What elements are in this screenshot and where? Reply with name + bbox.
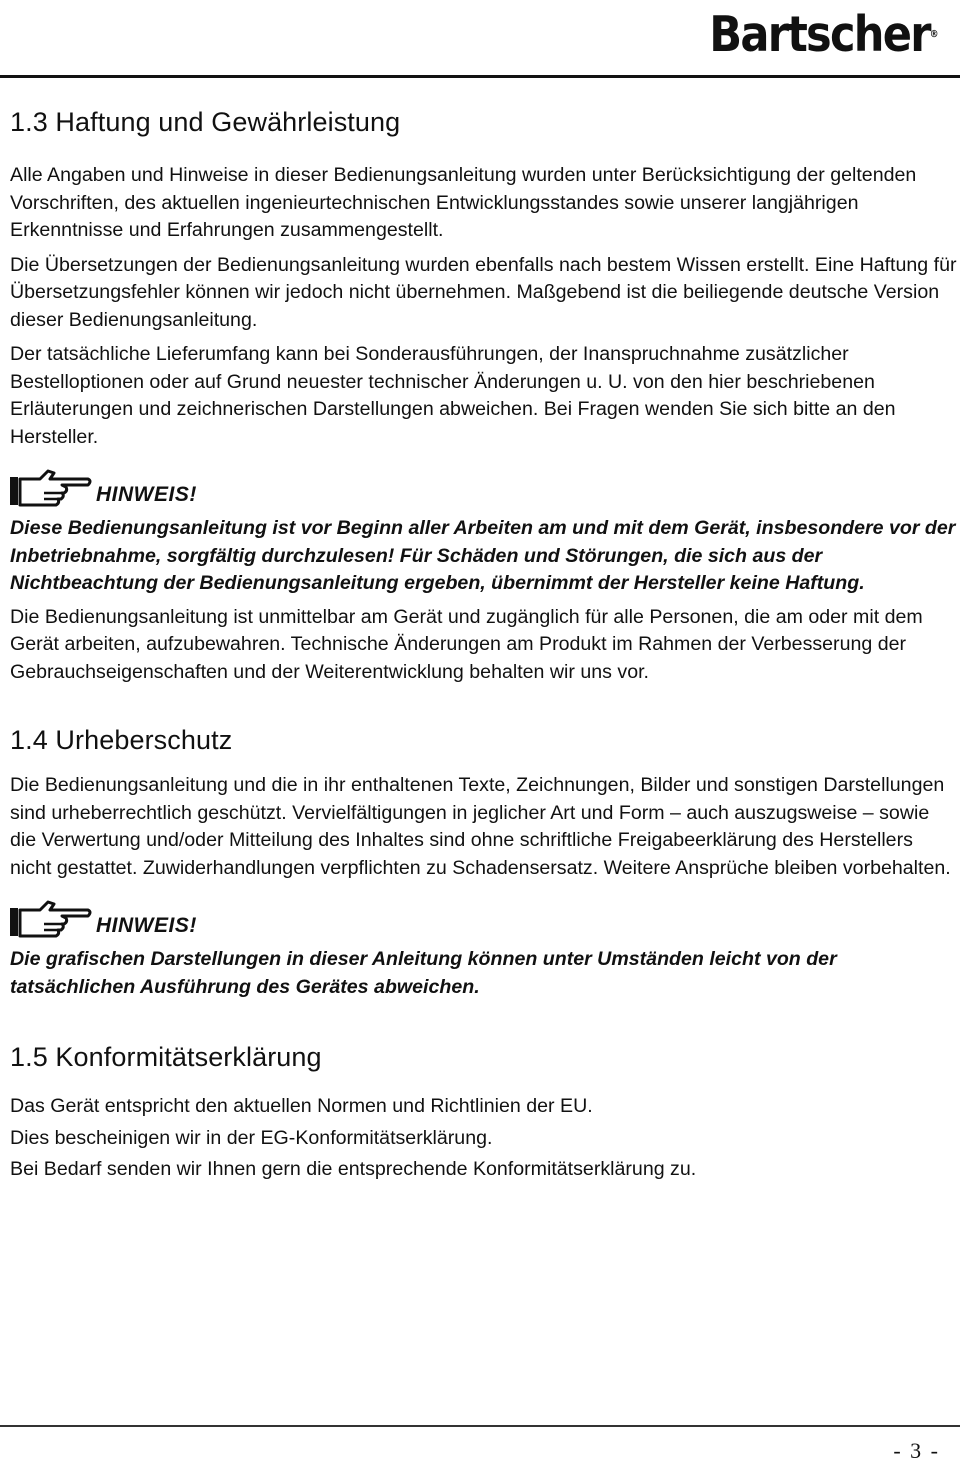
footer-divider	[0, 1425, 960, 1427]
pointing-hand-icon	[10, 898, 92, 940]
note-block	[10, 467, 958, 511]
note-label: HINWEIS!	[96, 914, 197, 937]
section-heading-haftung: 1.3 Haftung und Gewährleistung	[10, 107, 401, 137]
paragraph: Die Übersetzungen der Bedienungsanleitung wurden ebenfalls nach bestem Wissen erstellt. Eine Haftung für Übersetzungsfehler können wir jedoch nicht übernehmen. Maßgebend ist die beiliegende deutsche Version dieser Bedienungsanleitung.	[10, 253, 957, 331]
header-divider	[0, 75, 960, 78]
paragraph: Bei Bedarf senden wir Ihnen gern die entsprechende Konformitätserklärung zu.	[10, 1158, 697, 1180]
note-text: Diese Bedienungsanleitung ist vor Beginn aller Arbeiten am und mit dem Gerät, insbesondere vor der Inbetriebnahme, sorgfältig durchzulesen! Für Schäden und Störungen, die sich aus der Nichtbeachtung der Bedienungsanleitung ergeben, übernimmt der Hersteller keine Haftung.	[10, 517, 956, 594]
paragraph: Alle Angaben und Hinweise in dieser Bedienungsanleitung wurden unter Berücksichtigung der geltenden Vorschriften, des aktuellen ingenieurtechnischen Entwicklungsstandes sowie unserer langjährigen Erkenntnisse und Erfahrungen zusammengestellt.	[10, 164, 917, 241]
page-number: - 3 -	[893, 1438, 940, 1463]
note-text: Die grafischen Darstellungen in dieser Anleitung können unter Umständen leicht von der tatsächlichen Ausführung des Gerätes abweichen.	[10, 948, 837, 998]
paragraph: Die Bedienungsanleitung ist unmittelbar am Gerät und zugänglich für alle Personen, die am oder mit dem Gerät arbeiten, aufzubewahren. Technische Änderungen am Produkt im Rahmen der Verbesserung der Gebrauchseigenschaften und der Weiterentwicklung behalten wir uns vor.	[10, 605, 923, 683]
paragraph: Der tatsächliche Lieferumfang kann bei Sonderausführungen, der Inanspruchnahme zusätzlicher Bestelloptionen oder auf Grund neuester technischer Änderungen u. U. von den hier beschriebenen Erläuterungen und zeichnerischen Darstellungen abweichen. Bei Fragen wenden Sie sich bitte an den Hersteller.	[10, 343, 896, 448]
note-label: HINWEIS!	[96, 483, 197, 506]
registered-mark: ®	[929, 29, 938, 40]
section-heading-urheberschutz: 1.4 Urheberschutz	[10, 725, 233, 755]
paragraph: Dies bescheinigen wir in der EG-Konformitätserklärung.	[10, 1126, 493, 1149]
section-heading-konformitaet: 1.5 Konformitätserklärung	[10, 1042, 322, 1072]
bartscher-logo	[709, 4, 938, 66]
note-block	[10, 898, 958, 942]
paragraph: Die Bedienungsanleitung und die in ihr enthaltenen Texte, Zeichnungen, Bilder und sonstigen Darstellungen sind urheberrechtlich geschützt. Vervielfältigungen in jeglicher Art und Form – auch auszugsweise – sowie die Verwertung und/oder Mitteilung des Inhaltes sind ohne schriftliche Freigabeerklärung des Herstellers nicht gestattet. Zuwiderhandlungen verpflichten zu Schadensersatz. Weitere Ansprüche bleiben vorbehalten.	[10, 774, 951, 879]
brand-name: Bartscher	[708, 6, 930, 63]
pointing-hand-icon	[10, 467, 92, 509]
page-content	[10, 104, 958, 1184]
paragraph: Das Gerät entspricht den aktuellen Normen und Richtlinien der EU.	[10, 1095, 593, 1117]
